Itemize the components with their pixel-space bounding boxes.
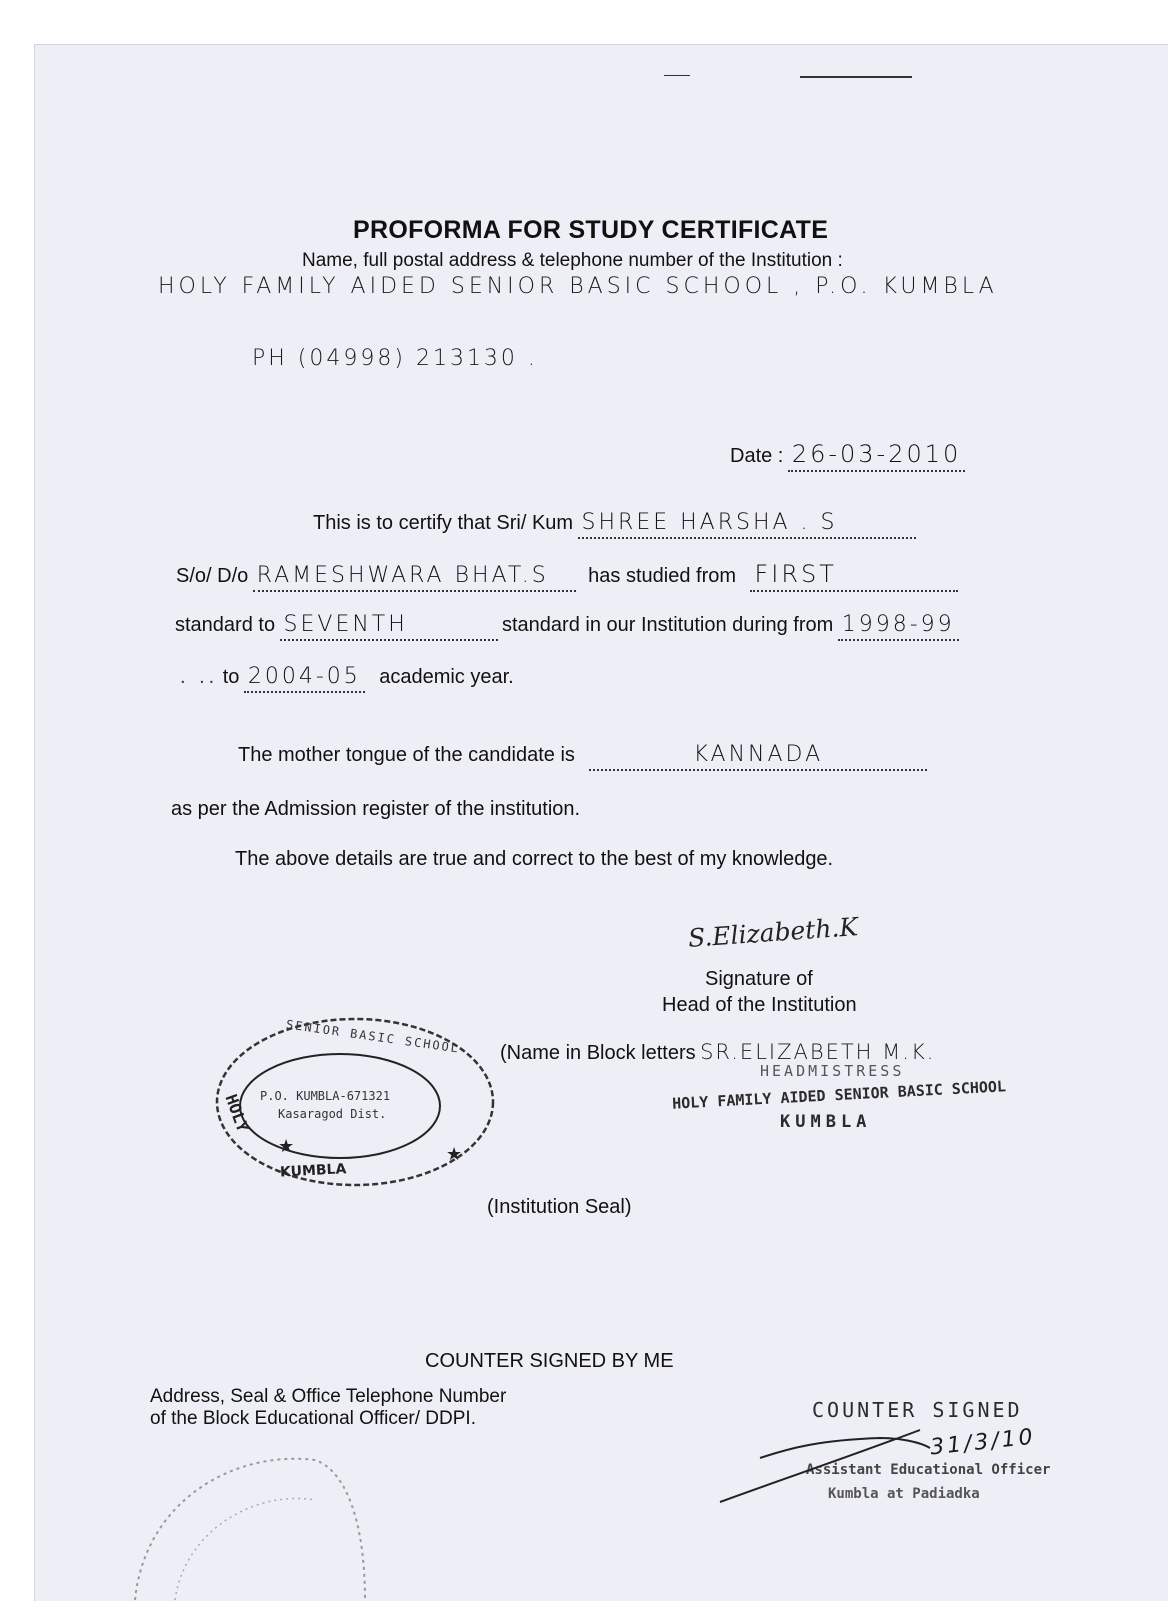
declaration: The above details are true and correct to the best of my knowledge. (235, 848, 834, 870)
beo-address-line-1: Address, Seal & Office Telephone Number (150, 1386, 507, 1407)
signature-scribble: S.Elizabeth.K (687, 912, 859, 953)
institution-seal-label: (Institution Seal) (487, 1196, 632, 1218)
beo-seal-partial (115, 1440, 375, 1580)
block-letters-label: (Name in Block letters (500, 1042, 696, 1064)
candidate-name: SHREE HARSHA . S (578, 510, 916, 539)
date-label: Date : (730, 445, 784, 467)
to-year: 2004-05 (244, 664, 365, 693)
institution-phone: PH (04998) 213130 . (252, 346, 538, 371)
headmistress-stamp-role: HEADMISTRESS (760, 1062, 905, 1080)
block-letters-value: SR.ELIZABETH M.K. (700, 1040, 936, 1064)
seal-outer-top-text: SENIOR BASIC SCHOOL (285, 1017, 461, 1056)
seal-outer-left-text: HOLY (221, 1091, 253, 1135)
counter-signed-heading: COUNTER SIGNED BY ME (425, 1350, 674, 1372)
from-year: 1998-99 (838, 612, 959, 641)
date-row (730, 440, 965, 472)
date-value: 26-03-2010 (788, 440, 965, 472)
signature-line-1: Signature of (705, 968, 813, 990)
certify-prefix: This is to certify that Sri/ Kum (313, 512, 574, 534)
certify-line-3 (175, 612, 959, 641)
to-standard: SEVENTH (280, 612, 498, 641)
counter-stamp-officer: Assistant Educational Officer (806, 1462, 1051, 1478)
certify-line-4 (180, 664, 514, 693)
tongue-suffix: as per the Admission register of the institution. (171, 798, 581, 820)
scan-line-top (800, 76, 912, 78)
headmistress-stamp-place: KUMBLA (780, 1112, 872, 1132)
headmistress-stamp-school: HOLY FAMILY AIDED SENIOR BASIC SCHOOL (671, 1077, 1007, 1113)
signature-line-2: Head of the Institution (662, 994, 857, 1016)
beo-address-line-2: of the Block Educational Officer/ DDPI. (150, 1408, 476, 1429)
counter-stamp-title: COUNTER SIGNED (812, 1398, 1023, 1422)
from-standard: FIRST (750, 560, 958, 592)
tongue-prefix: The mother tongue of the candidate is (238, 744, 575, 766)
studied-label: has studied from (588, 565, 737, 587)
seal-bottom-text: KUMBLA (279, 1161, 347, 1181)
counter-stamp-location: Kumbla at Padiadka (828, 1486, 980, 1502)
academic-year-label: academic year. (379, 666, 514, 688)
counter-stamp-date: 31/3/10 (928, 1424, 1037, 1461)
scan-line-top-short (664, 75, 690, 76)
seal-line-2: Kasaragod Dist. (278, 1107, 387, 1121)
institution-name: HOLY FAMILY AIDED SENIOR BASIC SCHOOL , P.O. KUMBLA (158, 274, 998, 299)
to-label: to (222, 666, 240, 688)
so-label: S/o/ D/o (176, 565, 249, 587)
institution-during-label: standard in our Institution during from (501, 614, 834, 636)
standard-to-label: standard to (175, 614, 276, 636)
certify-line-2 (176, 560, 958, 592)
counter-signature-stroke (720, 1420, 1020, 1520)
seal-line-1: P.O. KUMBLA-671321 (260, 1089, 391, 1103)
dots-lead: . .. (180, 666, 219, 688)
parent-name: RAMESHWARA BHAT.S (253, 563, 576, 592)
seal-star-right-icon: ★ (446, 1144, 463, 1165)
tongue-line (238, 742, 927, 771)
mother-tongue: KANNADA (589, 742, 927, 771)
certify-line-1 (313, 510, 916, 539)
seal-star-left-icon: ★ (278, 1136, 295, 1157)
page-title: PROFORMA FOR STUDY CERTIFICATE (353, 216, 829, 244)
institution-label: Name, full postal address & telephone number of the Institution : (302, 250, 843, 271)
institution-seal-stamp (210, 1010, 510, 1210)
